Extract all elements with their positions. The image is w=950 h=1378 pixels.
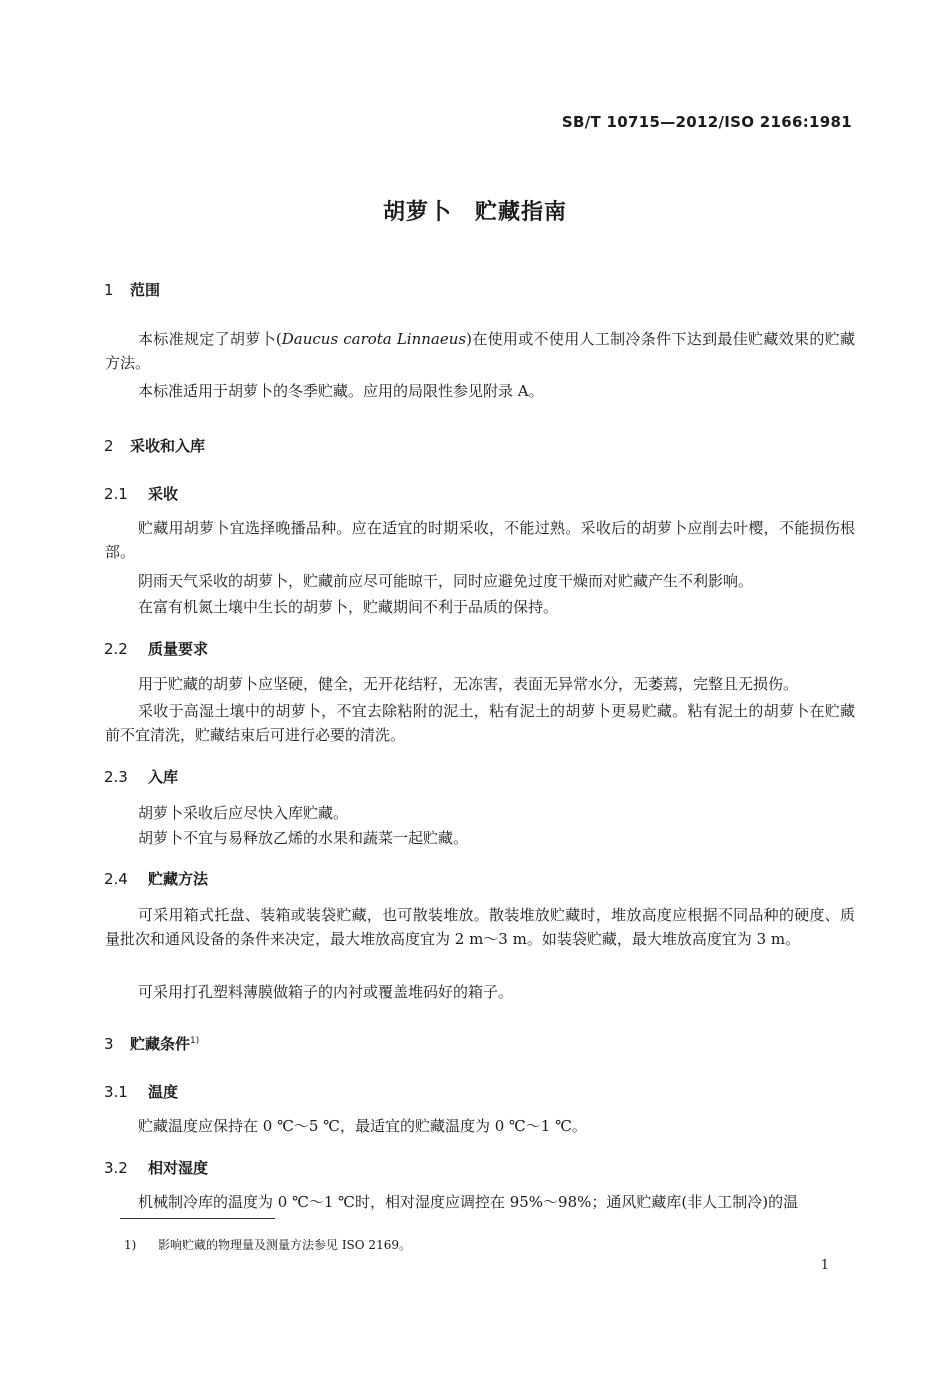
section-2-1-paragraph-3: 在富有机氮土壤中生长的胡萝卜，贮藏期间不利于品质的保持。 (138, 598, 559, 616)
section-2-4-paragraph-2: 可采用打孔塑料薄膜做箱子的内衬或覆盖堆码好的箱子。 (138, 983, 514, 1001)
section-title: 采收和入库 (130, 437, 206, 455)
latin-name: Daucus carota Linnaeus (281, 330, 467, 348)
section-title: 温度 (148, 1083, 179, 1101)
section-number: 2.4 (104, 870, 128, 888)
section-number: 2 (104, 437, 114, 455)
section-2-2-paragraph-2: 采收于高湿土壤中的胡萝卜，不宜去除粘附的泥土，粘有泥土的胡萝卜更易贮藏。粘有泥土的胡萝卜在贮藏前不宜清洗，贮藏结束后可进行必要的清洗。 (105, 702, 855, 744)
section-title: 贮藏方法 (148, 870, 209, 888)
footnote (124, 1236, 411, 1253)
footnote-divider (120, 1218, 275, 1219)
section-title: 贮藏条件 (130, 1035, 191, 1053)
section-2-2-heading (104, 638, 208, 659)
section-1-heading (104, 279, 160, 300)
section-3-heading (104, 1033, 199, 1054)
section-title: 范围 (130, 281, 161, 299)
text-segment: 本标准规定了胡萝卜( (138, 330, 282, 348)
document-title: 胡萝卜 贮藏指南 (382, 200, 567, 225)
section-2-4-heading (104, 868, 208, 889)
section-2-1-heading (104, 483, 178, 504)
section-title: 相对湿度 (148, 1159, 209, 1177)
footnote-mark: 1) (124, 1238, 137, 1252)
section-title: 采收 (148, 485, 179, 503)
section-number: 3.2 (104, 1159, 128, 1177)
section-1-paragraph-2: 本标准适用于胡萝卜的冬季贮藏。应用的局限性参见附录 A。 (138, 382, 544, 400)
footnote-reference: 1) (190, 1036, 200, 1046)
section-number: 3.1 (104, 1083, 128, 1101)
section-2-3-heading (104, 766, 178, 787)
section-2-2-paragraph-1: 用于贮藏的胡萝卜应坚硬，健全，无开花结籽，无冻害，表面无异常水分，无萎蔫，完整且无损伤。 (138, 675, 799, 693)
section-number: 1 (104, 281, 114, 299)
section-2-1-paragraph-1: 贮藏用胡萝卜宜选择晚播品种。应在适宜的时期采收，不能过熟。采收后的胡萝卜应削去叶樱，不能损伤根部。 (105, 519, 855, 561)
page-number: 1 (820, 1258, 829, 1273)
section-number: 2.2 (104, 640, 128, 658)
section-title: 质量要求 (148, 640, 209, 658)
section-1-paragraph-1 (105, 327, 855, 375)
section-2-4-paragraph-1: 可采用箱式托盘、装箱或装袋贮藏，也可散装堆放。散装堆放贮藏时，堆放高度应根据不同品种的硬度、质量批次和通风设备的条件来决定，最大堆放高度宜为 2 m～3 m。如装袋贮藏，最大堆放高度宜为 3 m。 (105, 906, 855, 948)
section-2-3-paragraph-2: 胡萝卜不宜与易释放乙烯的水果和蔬菜一起贮藏。 (138, 829, 469, 847)
section-number: 2.3 (104, 768, 128, 786)
section-number: 3 (104, 1035, 114, 1053)
standard-code: SB/T 10715—2012/ISO 2166:1981 (561, 113, 852, 131)
section-2-3-paragraph-1: 胡萝卜采收后应尽快入库贮藏。 (138, 804, 349, 822)
footnote-text: 影响贮藏的物理量及测量方法参见 ISO 2169。 (158, 1238, 411, 1252)
section-3-1-paragraph-1: 贮藏温度应保持在 0 ℃～5 ℃，最适宜的贮藏温度为 0 ℃～1 ℃。 (138, 1117, 587, 1135)
section-number: 2.1 (104, 485, 128, 503)
section-3-2-heading (104, 1157, 208, 1178)
section-2-1-paragraph-2: 阴雨天气采收的胡萝卜，贮藏前应尽可能晾干，同时应避免过度干燥而对贮藏产生不利影响。 (138, 572, 754, 590)
section-2-heading (104, 435, 205, 456)
text-segment: )在使用或不使用人工制冷条件下达到最佳贮藏效果的贮藏方法。 (105, 330, 855, 372)
section-3-2-paragraph-1: 机械制冷库的温度为 0 ℃～1 ℃时，相对湿度应调控在 95%～98%；通风贮藏库(非人工制冷)的温 (138, 1193, 799, 1211)
section-title: 入库 (148, 768, 179, 786)
section-3-1-heading (104, 1081, 178, 1102)
